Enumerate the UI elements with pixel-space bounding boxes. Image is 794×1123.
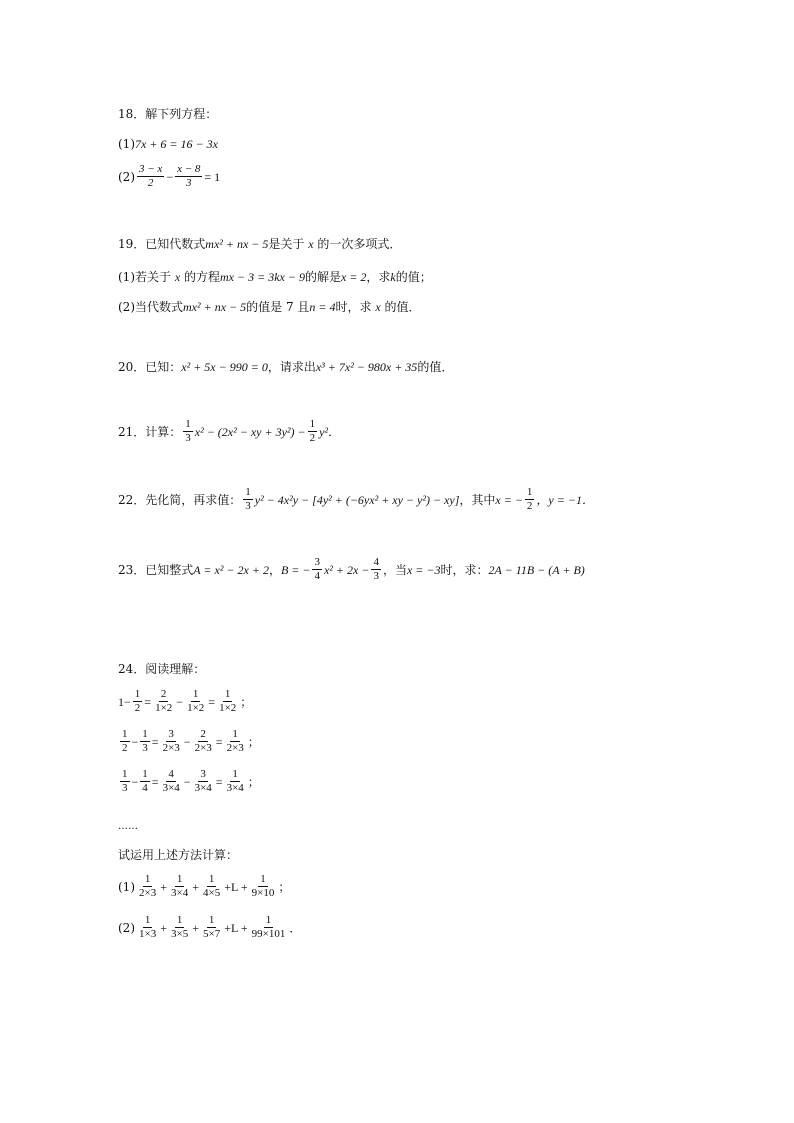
fraction: $\frac{3 - x}{2}$: [139, 163, 163, 189]
ellipsis: ……: [118, 821, 138, 832]
part-label: (1): [118, 137, 135, 151]
stem-text: 19．已知代数式: [118, 237, 206, 251]
fraction: $\frac{1}{3}$: [185, 418, 191, 444]
stem-text: 的一次多项式．: [317, 237, 402, 251]
fraction: $\frac{4}{3}$: [373, 556, 379, 582]
question-18-part-2: [118, 163, 220, 190]
question-23: 23．已知整式 A = x² − 2x + 2 ， B = − $\frac{3}{4}$ x² + 2x − $\frac{4}{3}$ ，当 x = −3 时，求： 2A − 11B − (A + B): [118, 556, 585, 582]
equation-rhs: = 1: [204, 169, 221, 184]
stem-text: 是关于: [268, 237, 305, 251]
question-24-title: 24．阅读理解：: [118, 662, 206, 676]
question-19-stem: [118, 235, 401, 253]
question-21: 21．计算： $\frac{1}{3}$ x² − (2x² − xy + 3y²) − $\frac{1}{2}$ y²．: [118, 418, 341, 444]
question-19-part-1: (1)若关于 x 的方程mx − 3 = 3kx − 9的解是x = 2，求k的值；: [118, 270, 432, 284]
instruction: 试运用上述方法计算：: [118, 848, 239, 862]
question-18-title: 18．解下列方程：: [118, 107, 218, 121]
question-22: 22．先化简，再求值： $\frac{1}{3}$ y² − 4x²y − [4y² + (−6yx² + xy − y²) − xy] ，其中 x = − $\frac{1}{2}$ ，y = −1．: [118, 486, 594, 512]
question-24-part-1: (1) $\frac{1}{2\times 3}$ + $\frac{1}{3\times 4}$ + $\frac{1}{4\times 5}$ +L + $\frac{1}{9\times 10}$ ；: [118, 873, 291, 899]
fraction: $\frac{x - 8}{3}$: [177, 163, 201, 189]
variable: x: [308, 237, 314, 251]
fraction: $\frac{1}{2}$: [526, 486, 533, 512]
question-24-part-2: (2) $\frac{1}{1\times 3}$ + $\frac{1}{3\times 5}$ + $\frac{1}{5\times 7}$ +L + $\frac{1}{99\times 101}$ ．: [118, 914, 302, 940]
expression: mx² + nx − 5: [205, 237, 269, 251]
example-line-3: $\frac{1}{3}$ − $\frac{1}{4}$ = $\frac{4}{3\times 4}$ − $\frac{3}{3\times 4}$ = $\frac{1}{3\times 4}$ ；: [122, 768, 260, 794]
question-20: 20．已知：x² + 5x − 990 = 0，请求出x³ + 7x² − 980x + 35的值．: [118, 360, 454, 374]
fraction: $\frac{1}{2}$: [309, 418, 316, 444]
question-19-part-2: (2)当代数式mx² + nx − 5的值是 7 且n = 4时，求 x 的值．: [118, 300, 421, 314]
question-18-part-1: [118, 135, 218, 153]
example-line-1: 1− $\frac{1}{2}$ = $\frac{2}{1\times 2}$ − $\frac{1}{1\times 2}$ = $\frac{1}{1\times 2}$ ；: [118, 688, 253, 714]
equation: 7x + 6 = 16 − 3x: [135, 137, 218, 151]
fraction: $\frac{1}{3}$: [245, 486, 251, 512]
fraction: $\frac{3}{4}$: [314, 556, 320, 582]
part-label: (2): [118, 169, 135, 184]
operator: −: [166, 169, 174, 184]
example-line-2: $\frac{1}{2}$ − $\frac{1}{3}$ = $\frac{3}{2\times 3}$ − $\frac{2}{2\times 3}$ = $\frac{1}{2\times 3}$ ；: [122, 728, 260, 754]
